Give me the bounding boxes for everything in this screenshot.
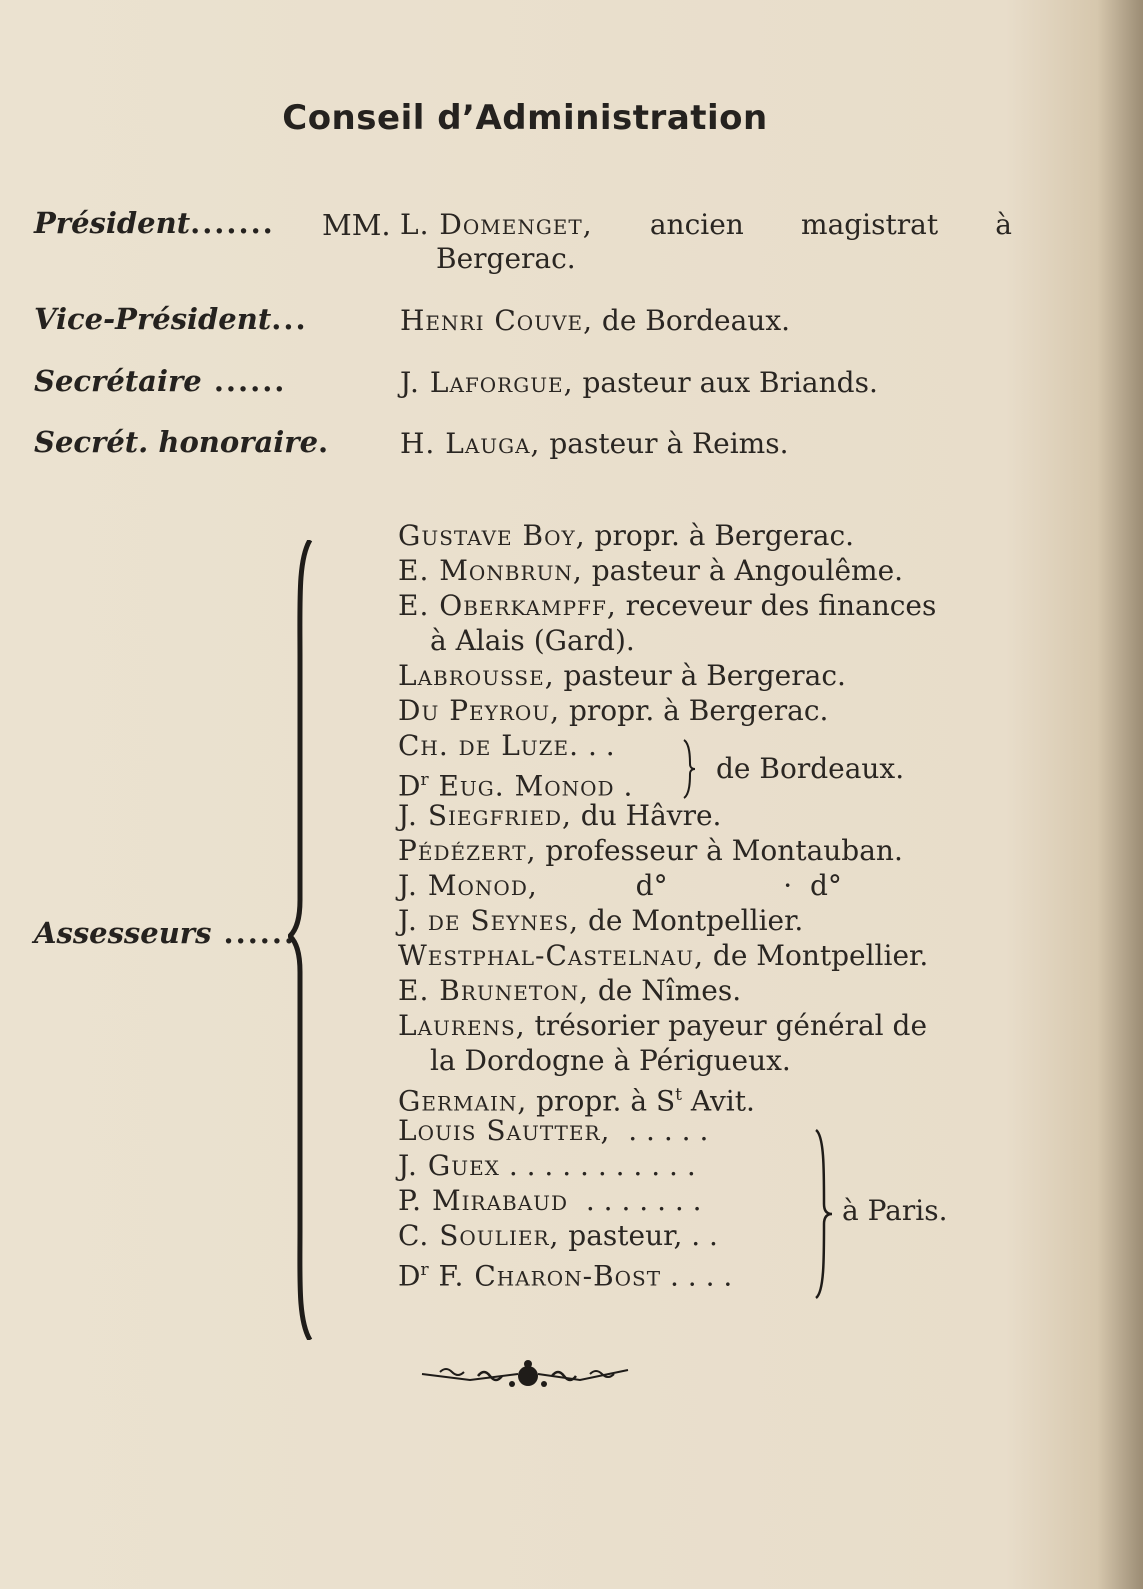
list-item [398, 1113, 936, 1148]
list-item [398, 658, 936, 693]
list-item [398, 833, 936, 868]
leader-dots: ...... [201, 364, 287, 398]
member-detail: . . . . . . . . . . . [499, 1149, 696, 1182]
member-detail: Avit. [681, 1084, 755, 1118]
word: magistrat [801, 208, 939, 241]
superscript: t [675, 1085, 682, 1105]
word: ancien [649, 208, 744, 241]
role-secretaire [34, 364, 286, 398]
member-name: C. Soulier, [398, 1219, 560, 1252]
page-title: Conseil d’Administration [282, 98, 768, 138]
member-detail: propr. à Bergerac. [585, 519, 855, 552]
title-prefix: D [398, 1259, 421, 1293]
member-detail: de Nîmes. [588, 974, 742, 1007]
member-detail: receveur des finances [616, 589, 937, 622]
member-name: Louis Sautter, [398, 1114, 611, 1147]
member-name: E. Monbrun, [398, 554, 583, 587]
right-brace-icon [812, 1128, 838, 1300]
list-item [398, 938, 936, 973]
list-item [398, 798, 936, 833]
member-name: Eug. Monod [428, 769, 615, 803]
member-name: E. Oberkampff, [398, 589, 617, 622]
member-detail: pasteur, . . [559, 1219, 718, 1252]
leader-dots: ... [271, 302, 308, 336]
role-label: Assesseurs [34, 916, 212, 950]
member-detail: propr. à Bergerac. [560, 694, 829, 727]
president-name: L. Domenget, [400, 208, 593, 241]
list-item [398, 868, 936, 903]
secretaire-honoraire-entry [400, 427, 789, 461]
list-item [398, 553, 936, 588]
member-detail: pasteur aux Briands. [573, 366, 878, 399]
president-continuation: Bergerac. [436, 242, 576, 275]
member-name: Labrousse, [398, 659, 555, 692]
superscript: r [420, 1260, 429, 1280]
member-name: H. Lauga, [400, 427, 541, 460]
list-item [398, 1078, 936, 1118]
vice-president-entry [400, 304, 790, 338]
list-item [398, 1008, 936, 1043]
list-item [398, 693, 936, 728]
member-name: J. Guex [398, 1149, 500, 1182]
member-detail: propr. à S [527, 1084, 676, 1118]
role-president [34, 206, 275, 240]
member-name: F. Charon-Bost [428, 1259, 662, 1293]
leader-dots: ....... [190, 206, 275, 240]
list-item [398, 518, 936, 553]
role-label: Secrétaire [34, 364, 202, 398]
member-name: J. de Seynes, [398, 904, 580, 937]
member-detail: pasteur à Reims. [540, 427, 789, 460]
mm-label: MM. [322, 208, 391, 242]
role-secretaire-honoraire [34, 425, 330, 459]
member-name: P. Mirabaud [398, 1184, 569, 1217]
member-name: Westphal-Castelnau, [398, 939, 704, 972]
word: à [995, 208, 1012, 241]
member-name: J. Laforgue, [400, 366, 574, 399]
list-item [398, 903, 936, 938]
secretaire-entry [400, 366, 878, 400]
member-name: Germain, [398, 1084, 528, 1118]
list-item-continuation: à Alais (Gard). [430, 624, 635, 657]
member-detail: trésorier payeur général de [525, 1009, 928, 1042]
leader-dots: . [318, 425, 331, 459]
member-name: Laurens, [398, 1009, 526, 1042]
role-assesseurs [34, 916, 296, 950]
right-brace-icon [680, 738, 698, 800]
list-item [398, 1148, 936, 1183]
member-name: Gustave Boy, [398, 519, 586, 552]
role-vice-president [34, 302, 308, 336]
role-label: Vice-Président [34, 302, 272, 336]
member-name: Du Peyrou, [398, 694, 561, 727]
member-name: Pédézert, [398, 834, 537, 867]
member-detail: d° · d° [537, 869, 842, 902]
member-name: J. Siegfried, [398, 799, 572, 832]
member-detail: . [614, 769, 633, 803]
member-name: Ch. de Luze. [398, 729, 580, 762]
role-label: Président [34, 206, 191, 240]
president-line [400, 208, 1012, 242]
member-name: E. Bruneton, [398, 974, 589, 1007]
member-detail: pasteur à Angoulême. [582, 554, 904, 587]
list-item [398, 1253, 936, 1293]
member-name: Henri Couve, [400, 304, 593, 337]
ornament-icon [420, 1358, 630, 1394]
member-detail: . . . . . [610, 1114, 709, 1147]
member-detail: professeur à Montauban. [536, 834, 903, 867]
member-detail: . . . . . . . [568, 1184, 702, 1217]
member-detail: . . [579, 729, 615, 762]
list-item [398, 973, 936, 1008]
left-brace-icon [288, 540, 318, 1340]
list-item-continuation: la Dordogne à Périgueux. [430, 1044, 791, 1077]
title-prefix: D [398, 769, 421, 803]
assesseurs-list [398, 518, 937, 1293]
leader-dots: ...... [211, 916, 297, 950]
list-item [398, 588, 936, 623]
paris-label: à Paris. [842, 1194, 948, 1227]
member-detail: pasteur à Bergerac. [554, 659, 846, 692]
member-name: J. Monod, [398, 869, 538, 902]
member-detail: du Hâvre. [571, 799, 722, 832]
member-detail: de Montpellier. [579, 904, 804, 937]
bordeaux-label: de Bordeaux. [716, 752, 905, 785]
member-detail: de Bordeaux. [593, 304, 791, 337]
member-detail: de Montpellier. [704, 939, 929, 972]
superscript: r [420, 770, 429, 790]
member-detail: . . . . [661, 1259, 733, 1293]
president-entry [400, 208, 1012, 276]
role-label: Secrét. honoraire [34, 425, 319, 459]
